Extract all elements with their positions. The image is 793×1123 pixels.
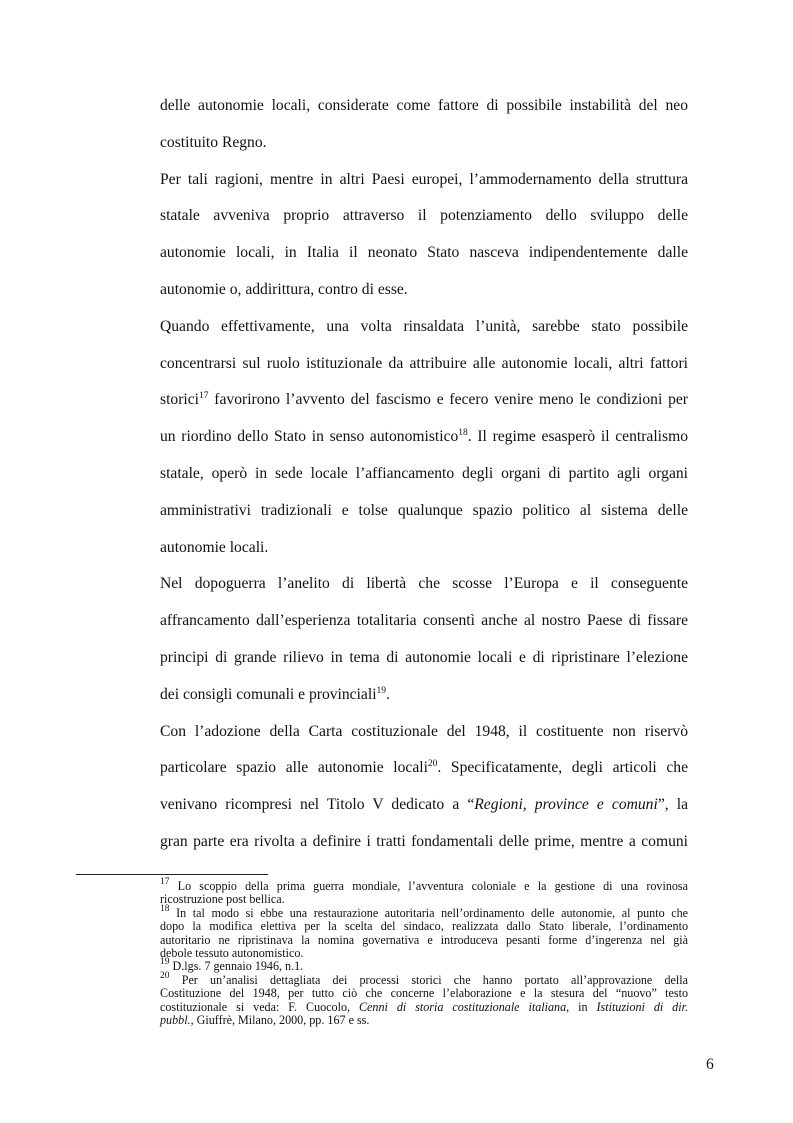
body-line: Per tali ragioni, mentre in altri Paesi europei, l’ammodernamento della struttura	[160, 170, 688, 188]
footnote-line: Costituzione del 1948, per tutto ciò che concerne l’elaborazione e la stesura del “nuovo” testo	[160, 986, 688, 1001]
footnote-text: Per un’analisi dettagliata dei processi storici che hanno portato all’approvazione della	[169, 972, 688, 987]
footnote-separator	[76, 874, 268, 875]
body-line: gran parte era rivolta a definire i tratti fondamentali delle prime, mentre a comuni	[160, 832, 688, 850]
footnote-mark: 19	[160, 957, 170, 968]
body-line: costituito Regno.	[160, 133, 267, 151]
text-run: . Specificatamente, degli articoli che	[437, 759, 688, 777]
footnote-ref-18[interactable]: 18	[458, 428, 468, 439]
italic-title: Cenni di storia costituzionale italiana	[358, 999, 567, 1014]
footnote-mark: 18	[160, 903, 170, 914]
body-line: statale avveniva proprio attraverso il potenziamento dello sviluppo delle	[160, 207, 688, 225]
footnote-text: D.lgs. 7 gennaio 1946, n.1.	[169, 959, 304, 974]
footnote-line: debole tessuto autonomistico.	[160, 946, 304, 961]
page-number: 6	[706, 1056, 714, 1073]
body-text	[160, 88, 688, 861]
footnote-line	[160, 1014, 688, 1027]
body-line	[160, 382, 688, 419]
body-line	[160, 677, 688, 714]
italic-title: Istituzioni di dir.	[596, 999, 688, 1014]
footnote-mark: 20	[160, 970, 170, 981]
body-line: affrancamento dall’esperienza totalitaria consentì anche al nostro Paese di fissare	[160, 612, 688, 630]
text-run: .	[386, 685, 390, 703]
body-line: autonomie locali.	[160, 538, 269, 556]
text-run: venivano ricompresi nel Titolo V dedicato a “	[160, 796, 475, 814]
body-line: autonomie o, addirittura, contro di esse.	[160, 280, 408, 298]
footnote-18	[160, 903, 688, 920]
footnote-text: , in	[566, 999, 597, 1014]
text-run: favorirono l’avvento del fascismo e fecero venire meno le condizioni per	[208, 391, 688, 409]
body-line	[160, 419, 688, 456]
italic-title: Regioni, province e comuni	[474, 796, 658, 814]
footnote-text: , Giuffrè, Milano, 2000, pp. 167 e ss.	[190, 1013, 370, 1028]
footnote-ref-19[interactable]: 19	[376, 685, 387, 696]
body-line: Quando effettivamente, una volta rinsaldata l’unità, sarebbe stato possibile	[160, 317, 688, 335]
footnote-line: dopo la modifica elettiva per la scelta del sindaco, realizzata dallo Stato liberale, l’ordinamento	[160, 919, 688, 934]
footnote-ref-20[interactable]: 20	[427, 759, 438, 770]
body-line: principi di grande rilievo in tema di autonomie locali e di ripristinare l’elezione	[160, 648, 688, 666]
footnote-text: costituzionale si veda: F. Cuocolo,	[160, 999, 359, 1014]
footnote-mark: 17	[160, 877, 170, 887]
footnote-text: Lo scoppio della prima guerra mondiale, l’avventura coloniale e la gestione di una rovinosa	[169, 879, 688, 893]
footnotes	[160, 877, 688, 1028]
body-line: Nel dopoguerra l’anelito di libertà che scosse l’Europa e il conseguente	[160, 575, 688, 593]
footnote-17	[160, 877, 688, 893]
body-line	[160, 787, 688, 824]
footnote-19	[160, 957, 688, 974]
footnote-line: ricostruzione post bellica.	[160, 892, 285, 907]
body-line: statale, operò in sede locale l’affiancamento degli organi di partito agli organi	[160, 464, 688, 482]
text-run: dei consigli comunali e provinciali	[160, 685, 377, 703]
text-run: particolare spazio alle autonomie locali	[160, 759, 428, 777]
body-line: autonomie locali, in Italia il neonato Stato nasceva indipendentemente dalle	[160, 244, 688, 262]
body-line: Con l’adozione della Carta costituzionale del 1948, il costituente non riservò	[160, 722, 688, 740]
text-run: . Il regime esasperò il centralismo	[467, 428, 688, 446]
italic-title: pubbl.	[160, 1013, 191, 1028]
body-line: delle autonomie locali, considerate come fattore di possibile instabilità del neo	[160, 97, 688, 114]
text-run: storici	[160, 391, 199, 409]
body-line	[160, 750, 688, 787]
body-line: concentrarsi sul ruolo istituzionale da attribuire alle autonomie locali, altri fattori	[160, 354, 688, 372]
text-run: ”, la	[657, 796, 688, 814]
text-run: un riordino dello Stato in senso autonomistico	[160, 428, 459, 446]
footnote-ref-17[interactable]: 17	[198, 391, 209, 402]
body-line: amministrativi tradizionali e tolse qualunque spazio politico al sistema delle	[160, 501, 688, 519]
footnote-text: In tal modo si ebbe una restaurazione autoritaria nell’ordinamento delle autonomie, al punto che	[169, 905, 688, 920]
footnote-line	[160, 1001, 688, 1014]
footnote-20	[160, 970, 688, 987]
footnote-line: autoritario ne ripristinava la nomina governativa e introduceva pesanti forme d’ingerenza nel già	[160, 932, 688, 947]
